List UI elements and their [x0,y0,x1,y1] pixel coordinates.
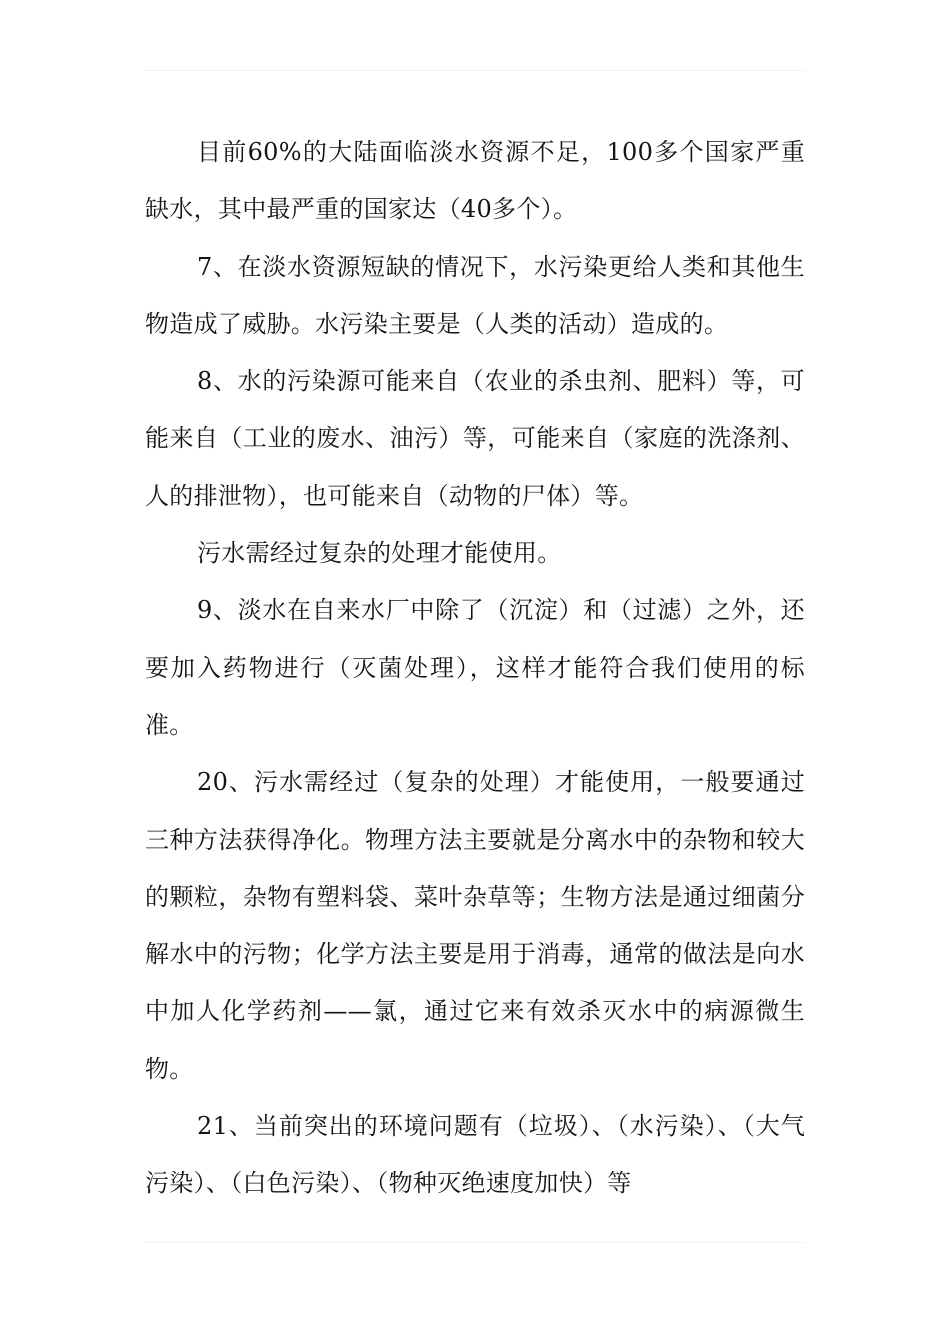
paragraph-8-pollution-sources: 8、水的污染源可能来自（农业的杀虫剂、肥料）等，可能来自（工业的废水、油污）等，可能来自（家庭的洗涤剂、人的排泄物），也可能来自（动物的尸体）等。 [145,367,805,510]
paragraph-21-environmental-issues: 21、当前突出的环境问题有（垃圾）、（水污染）、（大气污染）、（白色污染）、（物种灭绝速度加快）等 [145,1112,805,1198]
paragraph-water-shortage: 目前60%的大陆面临淡水资源不足，100多个国家严重缺水，其中最严重的国家达（40多个）。 [145,138,805,224]
document-body [145,124,805,1213]
paragraph-20-purification-methods: 20、污水需经过（复杂的处理）才能使用，一般要通过三种方法获得净化。物理方法主要就是分离水中的杂物和较大的颗粒，杂物有塑料袋、菜叶杂草等；生物方法是通过细菌分解水中的污物；化学方法主要是用于消毒，通常的做法是向水中加人化学药剂——氯，通过它来有效杀灭水中的病源微生物。 [145,768,805,1083]
paragraph-sewage-treatment-note: 污水需经过复杂的处理才能使用。 [197,539,562,568]
paragraph-7-water-pollution: 7、在淡水资源短缺的情况下，水污染更给人类和其他生物造成了威胁。水污染主要是（人类的活动）造成的。 [145,252,805,338]
footer-rule [145,1242,805,1243]
paragraph-9-water-plant: 9、淡水在自来水厂中除了（沉淀）和（过滤）之外，还要加入药物进行（灭菌处理），这样才能符合我们使用的标准。 [145,596,805,739]
header-rule [145,70,805,71]
